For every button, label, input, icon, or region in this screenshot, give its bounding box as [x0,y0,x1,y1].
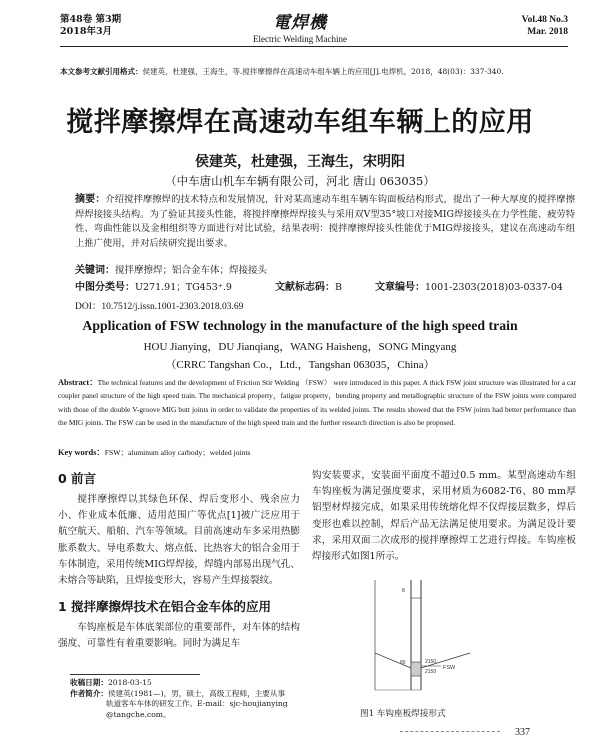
paper-title-en: Application of FSW technology in the manufacture of the high speed train [82,318,518,333]
abstract-en-text: The technical features and the development of Friction Stir Welding （FSW） were introduced in this paper. A thick FSW joint structure was illustrated for a car coupler panel structure of the high speed train. The mechanical property，fatigue property，bending property and metallographic structure of the FSW joints were compared with those of the double V-groove MIG butt joints in order to validate the properties of its welded joints. The results showed that the FSW joints had better performance than the MIG joints. The FSW can be used in the manufacture of the high speed train and the further research direction is also be proposed. [58,378,576,428]
clc-value: U271.91；TG453⁺.9 [135,282,232,293]
body-column-right [312,468,576,565]
citation-format [60,66,568,77]
section-1-text-continued: 钩安装要求，安装面平面度不超过0.5 mm。某型高速动车组车钩座板为满足强度要求，采用材质为6082-T6、80 mm厚铝型材焊接完成，如果采用传统熔化焊不仅焊接层数多，焊后变形也难以控制，焊后产品无法满足使用要求。为满足设计要求，采用双面二次成形的搅拌摩擦焊工艺进行焊接。车钩座板焊接形式如图1所示。 [312,470,576,563]
citation-text: 侯建英，杜建强，王海生，等.搅拌摩擦焊在高速动车组车辆上的应用[J].电焊机，2018，48(03)：337-340. [142,67,504,76]
author-bio-text-3: @tangche.com。 [106,709,171,719]
journal-logo-cn: 電焊機 [273,13,327,33]
body-column-left [58,468,300,653]
doc-code-value: B [335,282,342,293]
header-date-cn: 2018年3月 [60,26,113,37]
abstract-en-label: Abstract： [58,378,98,387]
journal-name-en: Electric Welding Machine [252,34,348,44]
figure-1-coupler-panel-diagram [355,578,495,698]
header-vol-cn: 第48卷 第3期 [60,14,122,25]
authors-en: HOU Jianying，DU Jianqiang，WANG Haisheng，SONG Mingyang [143,341,457,353]
article-number [375,281,563,295]
clc-label: 中图分类号： [75,282,135,293]
keywords-en [58,446,576,458]
article-number-value: 1001-2303(2018)03-0337-04 [425,282,563,293]
header-volume-en [522,14,568,38]
keywords-cn-text: 搅拌摩擦焊；铝合金车体；焊接接头 [115,265,268,276]
header-date-en: Mar. 2018 [527,27,568,37]
citation-label: 本文参考文献引用格式： [60,67,143,76]
authors-cn: 侯建英，杜建强，王海生，宋明阳 [195,154,405,170]
article-number-label: 文章编号： [375,282,425,293]
figure-label-b: 2150 [425,669,437,675]
author-bio [70,689,292,700]
section-0-title: 0 前言 [58,471,97,486]
clc-number [75,282,232,293]
figure-label-top: 8 [402,588,405,594]
footnote [70,678,292,720]
figure-label-fsw: FSW [443,665,456,671]
header-rule [60,46,568,47]
keywords-en-label: Key words： [58,448,105,457]
figure-groove-left [375,653,411,668]
section-1-text: 车钩座板是车体底架部位的重要部件，对车体的结构强度、可靠性有着重要影响。同时为满足车 [58,622,300,650]
abstract-cn [75,193,575,251]
paper-title-cn: 搅拌摩擦焊在高速动车组车辆上的应用 [66,107,534,138]
figure-1-caption: 图1 车钩座板焊接形式 [360,709,446,719]
doc-code-label: 文献标志码： [275,282,335,293]
author-bio-text-2: 轨道客车车体的研发工作。E-mail：sjc-houjianying [106,699,288,708]
author-bio-label: 作者简介： [70,688,108,698]
section-1-title: 1 搅拌摩擦焊技术在铝合金车体的应用 [58,599,272,615]
classification-line [75,281,575,295]
abstract-cn-text: 介绍搅拌摩擦焊的技术特点和发展情况，针对某高速动车组车辆车钩面板结构形式，提出了一种大厚度的搅拌摩擦焊焊接接头结构。为了验证其接头性能，将搅拌摩擦焊焊接头与采用双V型35°坡口对接MIG焊接接头在力学性能、疲劳特性、弯曲性能以及金相组织等方面进行对比试验，结果表明：搅拌摩擦焊接头性能优于MIG焊接接头，建议在高速动车组上推广使用，并对后续研究提出要求。 [75,194,575,249]
figure-weld-zone [411,662,421,676]
abstract-en [58,376,576,430]
figure-label-dim: 80 [400,660,406,666]
header-vol-en: Vol.48 No.3 [521,15,568,25]
keywords-cn-label: 关键词： [75,265,115,276]
footnote-rule [70,674,200,675]
page-number: 337 [515,727,530,737]
page-bottom-cut [400,731,500,732]
abstract-cn-label: 摘要： [75,194,106,205]
running-header [0,8,600,46]
author-bio-text: 侯建英(1981—)，男，硕士，高级工程师，主要从事 [107,688,286,698]
document-code [275,281,342,295]
section-0-text: 搅拌摩擦焊以其绿色环保、焊后变形小、残余应力小、作业成本低廉、适用范围广等优点[1]被广泛应用于航空航天、船舶、汽车等领域。目前高速动车多采用热膨胀系数大、导电系数大、熔点低、比热容大的铝合金用于车体制造，采用传统MIG焊焊接，焊缝内部易出现气孔、未熔合等缺陷，且焊接变形大，容易产生焊接裂纹。 [58,494,300,587]
keywords-cn [75,264,575,278]
received-date [70,678,292,689]
affiliation-cn: （中车唐山机车车辆有限公司，河北 唐山 063035） [165,174,435,188]
received-value: 2018-03-15 [107,678,152,687]
journal-logo [230,8,370,44]
figure-label-a: 2150 [425,659,437,665]
header-volume-cn [60,14,121,38]
affiliation-en: （CRRC Tangshan Co.，Ltd.，Tangshan 063035，China） [165,359,435,371]
keywords-en-text: FSW；aluminum alloy carbody；welded joints [104,448,251,457]
received-label: 收稿日期： [70,678,108,687]
doi[interactable]: DOI：10.7512/j.issn.1001-2303.2018.03.69 [75,302,244,312]
